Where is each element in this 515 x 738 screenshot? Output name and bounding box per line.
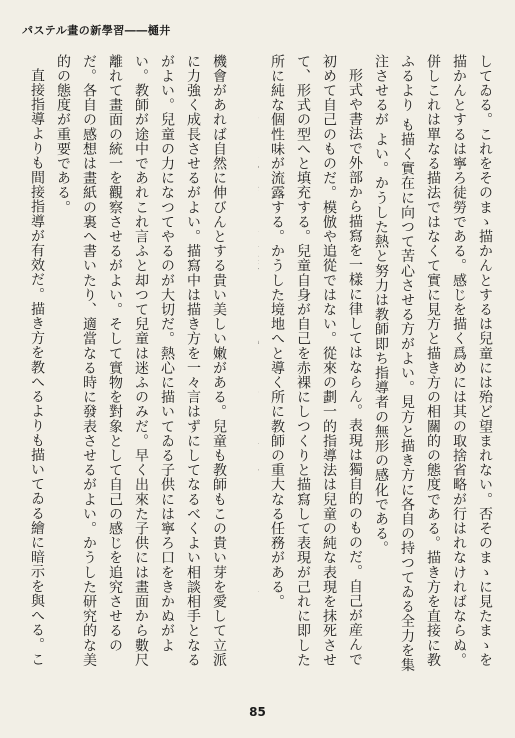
running-header: パステル畫の新學習――樋井 <box>22 24 171 37</box>
text-block-right <box>258 54 498 674</box>
paragraph: 直接指導よりも間接指導が有效だ。描き方を教へるよりも描いてゐる繪に暗示を與へる。こ <box>29 68 45 667</box>
page-number: 85 <box>249 705 266 719</box>
paragraph <box>258 54 264 674</box>
paragraph: 形式や書法で外部から描寫を一樣に律してはならん。表現は獨自的のものだ。自己が産んで初めて自己のものだ。模倣や追從ではない。從來の劃一的指導法は兒童の純な表現を抹死させて、形式の型へと填充する。兒童自身が自己を赤裸にしつくりと描寫して表現が己れに即した所に純な個性味が流露する。かうした境地へと導く所に教師の重大なる任務がある。 <box>269 54 363 668</box>
text-block-left <box>20 54 232 674</box>
paragraph: してゐる。これをそのまゝ描かんとするは兒童には殆ど望まれない。否そのまゝに見たまゝを描かんとするは寧ろ徒勞である。感じを描く爲めには其の取捨省略が行はれなければならぬ。併しこれは單なる描法ではなくて實に見方と描き方の相關的の態度である。描き方を直接に教ふるより も描く實在に向つて苦心させる方がよい。見方と描き方に各自の持つてゐる全力を集注させるが よい。かうした熱と努力は教師即ち指導者の無形の感化である。 <box>373 54 493 673</box>
paragraph: 機會があれば自然に伸びんとする貴い美しい嫩がある。兒童も教師もこの貴い芽を愛して立派に力強く成長させるがよい。描寫中は描き方を一々言はずにしてなるべくよい相談相手となるがよい。兒童の力になつてやるのが大切だ。熱心に描いてゐる子供には寧ろ口をきかぬがよい。教師が途中であれこれ言ふと却つて兒童は迷ふのみだ。早く出來た子供には畫面から數尺離れて畫面の統一を觀察させるがよい。そして實物を對象として自己の感じを追究させるのだ。各自の感想は畫紙の裏へ書いたり、適當なる時に發表させるがよい。かうした研究的な美的の態度が重要である。 <box>55 54 227 668</box>
